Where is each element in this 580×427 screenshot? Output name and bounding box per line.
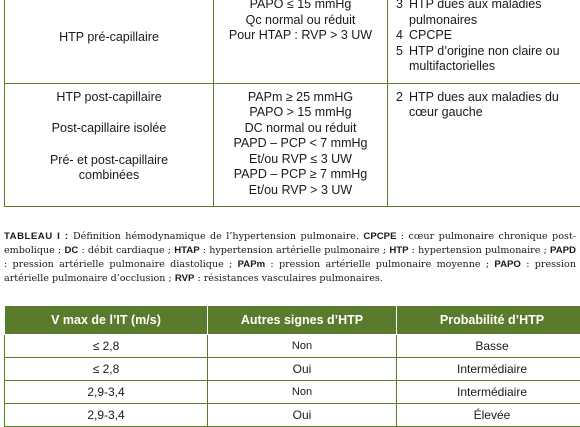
category-cell (5, 0, 214, 83)
criteria-line: Et/ou RVP ≤ 3 UW (218, 152, 383, 168)
category-label: HTP post-capillaire (9, 90, 209, 106)
signs-cell: Oui (208, 358, 397, 381)
cause-number: 4 (396, 28, 409, 44)
probability-table (4, 305, 580, 427)
causes-cell (388, 0, 580, 83)
caption-text: : cœur pulmonaire chronique post-embolique ; (4, 231, 576, 256)
criteria-line: Pour HTAP : RVP > 3 UW (218, 28, 383, 44)
caption-text: Définition hémodynamique de l’hypertension pulmonaire. (73, 231, 363, 242)
caption-text: : pression artérielle pulmonaire moyenne ; (265, 259, 494, 270)
criteria-cell (214, 0, 388, 83)
definition-table (4, 0, 580, 207)
cause-text: HTP d’origine non claire ou multifactorielles (409, 44, 579, 75)
category-label: HTP pré-capillaire (59, 30, 159, 44)
caption-text: : résistances vasculaires pulmonaires. (194, 273, 382, 284)
criteria-line: PAPm ≥ 25 mmHG (218, 90, 383, 106)
probability-cell: Élevée (397, 404, 580, 427)
cause-number: 2 (396, 90, 409, 121)
list-item (396, 44, 579, 75)
table-header-row (5, 306, 580, 335)
column-header: Autres signes d’HTP (208, 306, 397, 335)
velocity-cell: ≤ 2,8 (5, 358, 208, 381)
column-header: Probabilité d’HTP (397, 306, 580, 335)
list-item (396, 28, 579, 44)
probability-cell: Basse (397, 335, 580, 358)
caption-text: : hypertension pulmonaire ; (409, 245, 551, 256)
criteria-cell (214, 83, 388, 207)
signs-cell: Oui (208, 404, 397, 427)
probability-cell: Intermédiaire (397, 381, 580, 404)
causes-cell (388, 83, 580, 207)
category-label: Post-capillaire isolée (9, 121, 209, 137)
causes-list (388, 0, 580, 83)
cause-number: 5 (396, 44, 409, 75)
criteria-line: PAPO > 15 mmHg (218, 105, 383, 121)
table-caption (4, 230, 576, 286)
table-row (5, 335, 580, 358)
category-cell (5, 83, 214, 207)
causes-list (388, 84, 580, 121)
list-item (396, 0, 579, 28)
signs-cell: Non (208, 381, 397, 404)
abbreviation: DC (64, 245, 78, 256)
category-label: Pré- et post-capillaire combinées (9, 153, 209, 184)
criteria-line: PAPO ≤ 15 mmHg (218, 0, 383, 13)
criteria-line: PAPD – PCP ≥ 7 mmHg (218, 167, 383, 183)
abbreviation: HTP (389, 245, 408, 256)
abbreviation: HTAP (174, 245, 199, 256)
table-row (5, 381, 580, 404)
cause-text: CPCPE (409, 28, 579, 44)
criteria-line: DC normal ou réduit (218, 121, 383, 137)
column-header: V max de l’IT (m/s) (5, 306, 208, 335)
caption-text: : pression artérielle pulmonaire diastolique ; (4, 259, 238, 270)
caption-title: TABLEAU I : (4, 231, 69, 242)
signs-cell: Non (208, 335, 397, 358)
velocity-cell: 2,9-3,4 (5, 404, 208, 427)
cause-text: HTP dues aux maladies du cœur gauche (409, 90, 579, 121)
criteria-line: Et/ou RVP > 3 UW (218, 183, 383, 199)
cause-number: 3 (396, 0, 409, 28)
table-row (5, 358, 580, 381)
velocity-cell: ≤ 2,8 (5, 335, 208, 358)
abbreviation: CPCPE (363, 231, 396, 242)
probability-cell: Intermédiaire (397, 358, 580, 381)
abbreviation: PAPm (238, 259, 266, 270)
cause-text: HTP dues aux maladies pulmonaires (409, 0, 579, 28)
criteria-line: Qc normal ou réduit (218, 13, 383, 29)
abbreviation: RVP (175, 273, 195, 284)
caption-text: : pression artérielle pulmonaire d’occlusion ; (4, 259, 576, 284)
caption-text: : hypertension artérielle pulmonaire ; (200, 245, 390, 256)
velocity-cell: 2,9-3,4 (5, 381, 208, 404)
abbreviation: PAPO (494, 259, 520, 270)
caption-text: : débit cardiaque ; (78, 245, 174, 256)
table-row (5, 83, 580, 207)
table-row (5, 404, 580, 427)
criteria-line: PAPD – PCP < 7 mmHg (218, 136, 383, 152)
abbreviation: PAPD (550, 245, 576, 256)
list-item (396, 90, 579, 121)
table-row (5, 0, 580, 83)
